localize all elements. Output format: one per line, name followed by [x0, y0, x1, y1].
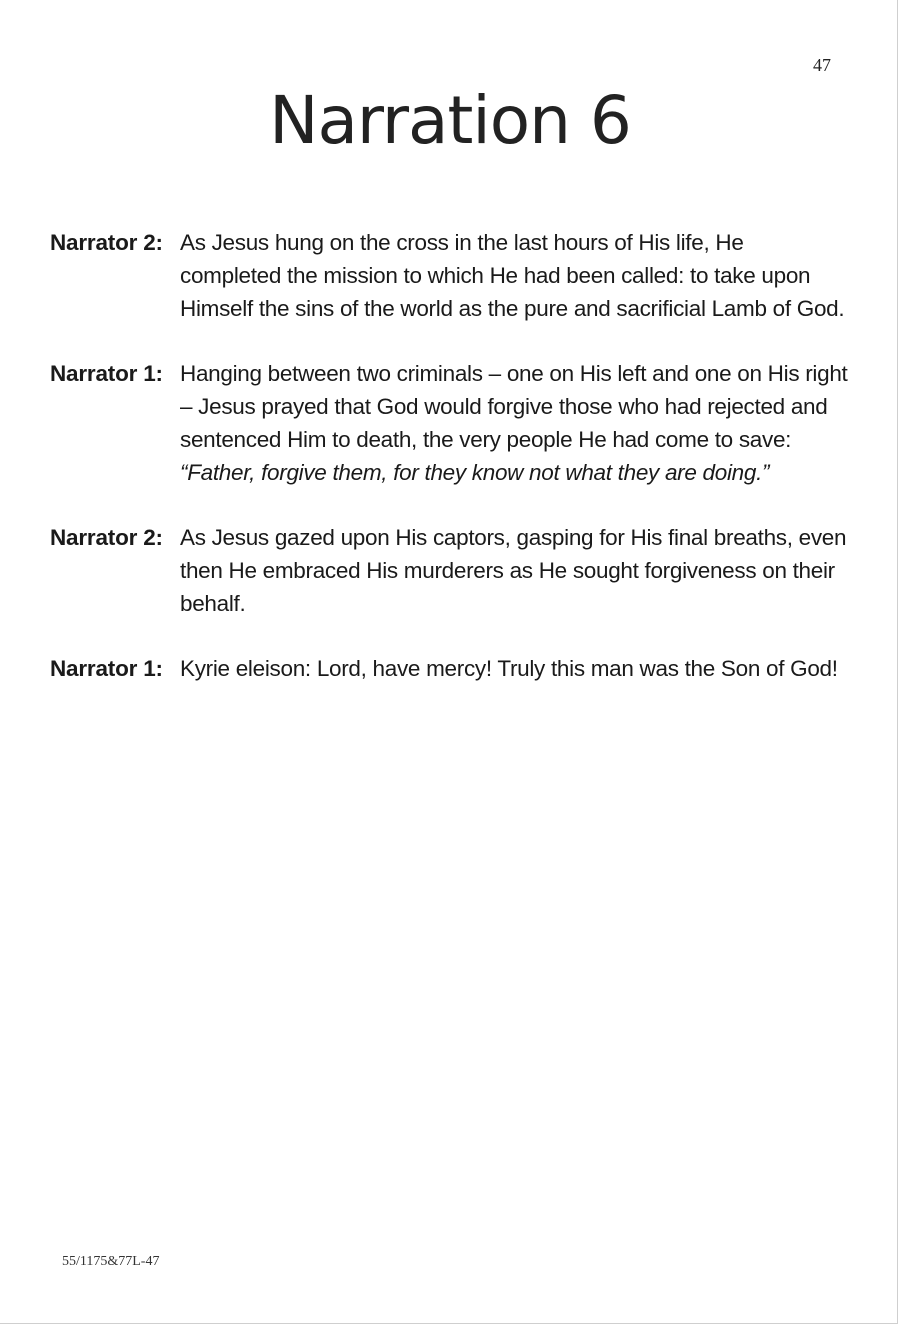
- narration-text: [180, 652, 850, 685]
- narration-text: [180, 226, 850, 325]
- narration-entry: [50, 357, 850, 489]
- narration-text-body: Kyrie eleison: Lord, have mercy! Truly this man was the Son of God!: [180, 656, 838, 681]
- narration-text-body: As Jesus hung on the cross in the last hours of His life, He completed the mission to which He had been called: to take upon Himself the sins of the world as the pure and sacrificial Lamb of God.: [180, 230, 845, 321]
- footer-catalog-code: 55/1175&77L-47: [62, 1254, 160, 1269]
- narration-text-body: As Jesus gazed upon His captors, gasping for His final breaths, even then He embraced His murderers as He sought forgiveness on their behalf.: [180, 525, 847, 616]
- narration-text: [180, 357, 850, 489]
- speaker-label: Narrator 2:: [50, 230, 163, 255]
- speaker-label: Narrator 1:: [50, 656, 163, 681]
- page-number: 47: [813, 55, 831, 75]
- page-title: Narration 6: [269, 82, 631, 159]
- speaker-label: Narrator 1:: [50, 361, 163, 386]
- narration-text-body: Hanging between two criminals – one on His left and one on His right – Jesus prayed that God would forgive those who had rejected and sentenced Him to death, the very people He had come to save:: [180, 361, 848, 452]
- narration-entry: [50, 521, 850, 620]
- narration-text: [180, 521, 850, 620]
- narration-entry: [50, 652, 850, 685]
- narration-entry: [50, 226, 850, 325]
- narration-script: [50, 226, 850, 717]
- speaker-label: Narrator 2:: [50, 525, 163, 550]
- scripture-quote: “Father, forgive them, for they know not what they are doing.”: [180, 460, 770, 485]
